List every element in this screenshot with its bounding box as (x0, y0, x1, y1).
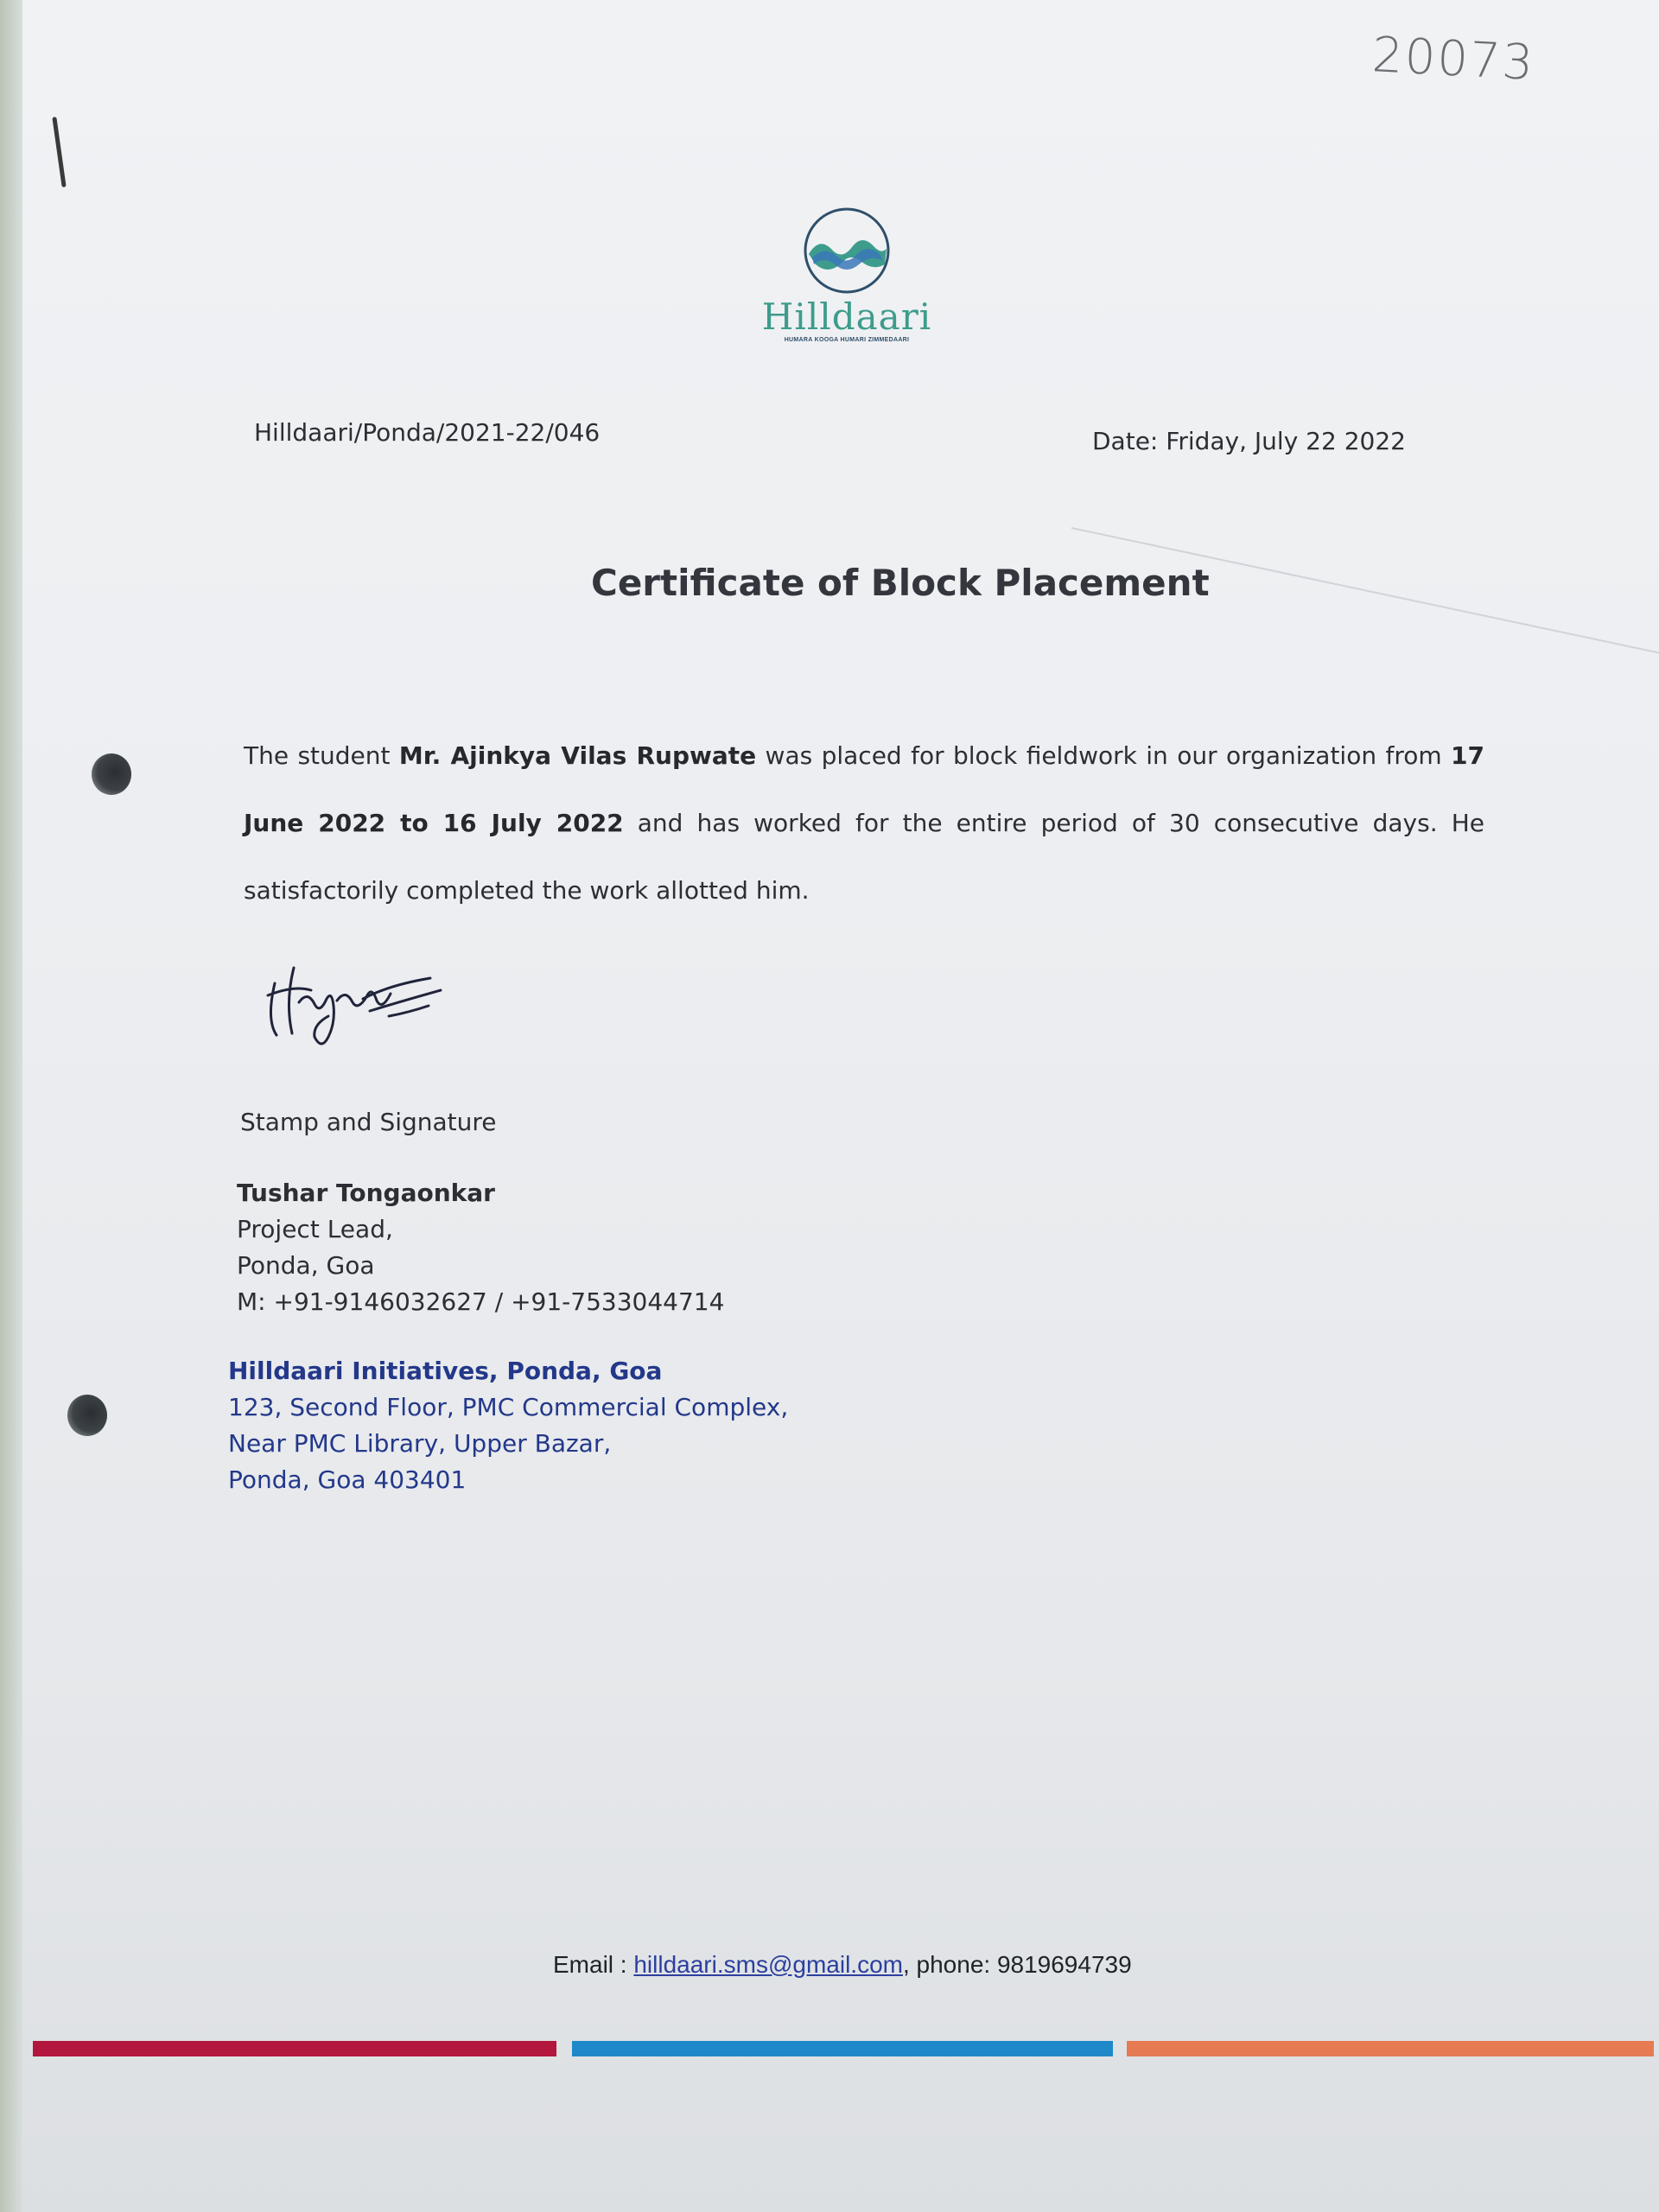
page-left-edge (0, 0, 22, 2212)
punch-hole-top (92, 753, 131, 795)
handwritten-number: 20073 (1370, 27, 1536, 92)
signatory-details (237, 1175, 724, 1320)
logo-tagline: HUMARA KOOGA HUMARI ZIMMEDAARI (784, 337, 910, 343)
organization-address (228, 1353, 788, 1498)
body-text-1: The student (244, 741, 399, 770)
placement-period: 17 June 2022 to 16 July 2022 (244, 741, 1484, 837)
address-line-2: Near PMC Library, Upper Bazar, (228, 1429, 612, 1458)
body-text-3: and has worked for the entire period of 30 consecutive days. He satisfactorily completed the work allotted him. (244, 809, 1484, 905)
punch-hole-bottom (67, 1395, 107, 1436)
issue-date: Date: Friday, July 22 2022 (1092, 427, 1406, 455)
reference-number: Hilldaari/Ponda/2021-22/046 (254, 418, 601, 447)
signatory-name: Tushar Tongaonkar (237, 1179, 495, 1207)
signatory-location: Ponda, Goa (237, 1251, 375, 1280)
address-line-3: Ponda, Goa 403401 (228, 1465, 467, 1494)
certificate-title: Certificate of Block Placement (591, 562, 1210, 604)
footer-bar-blue (572, 2041, 1113, 2056)
handwritten-signature (259, 950, 458, 1054)
email-label: Email : (553, 1951, 634, 1978)
logo-name: Hilldaari (761, 296, 932, 338)
signatory-designation: Project Lead, (237, 1215, 393, 1243)
pen-mark (52, 117, 66, 188)
logo-emblem-icon (752, 204, 942, 299)
body-text-2: was placed for block fieldwork in our organization from (756, 741, 1452, 770)
footer-phone: , phone: 9819694739 (902, 1951, 1132, 1978)
hilldaari-logo (752, 204, 942, 351)
address-line-1: 123, Second Floor, PMC Commercial Complex, (228, 1393, 789, 1421)
stamp-signature-label: Stamp and Signature (240, 1108, 497, 1136)
student-name: Mr. Ajinkya Vilas Rupwate (398, 741, 757, 770)
certificate-body (244, 722, 1484, 925)
footer-bar-red (33, 2041, 556, 2056)
organization-name: Hilldaari Initiatives, Ponda, Goa (228, 1357, 663, 1385)
footer-contact (553, 1951, 1132, 1979)
email-link[interactable]: hilldaari.sms@gmail.com (633, 1951, 903, 1978)
footer-bar-orange (1127, 2041, 1654, 2056)
signatory-mobile: M: +91-9146032627 / +91-7533044714 (237, 1287, 725, 1316)
